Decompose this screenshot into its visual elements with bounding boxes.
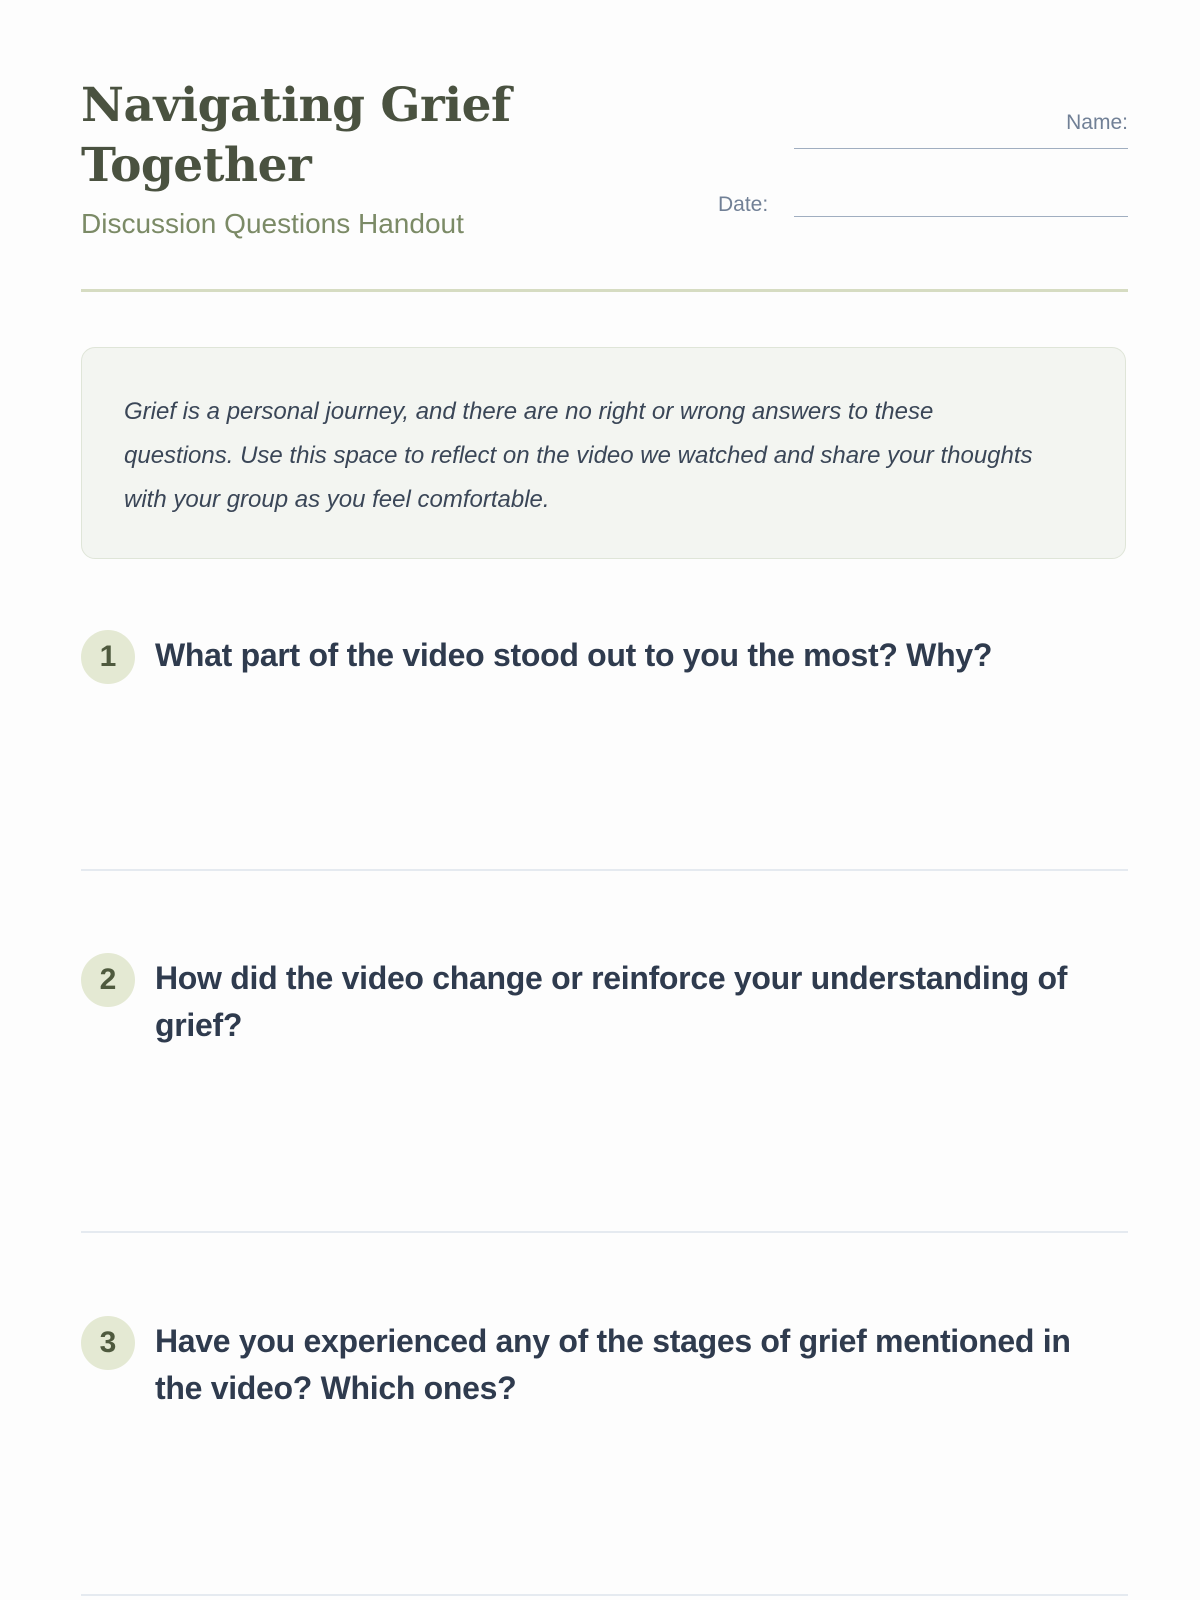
name-field[interactable] bbox=[794, 148, 1128, 149]
date-field[interactable] bbox=[794, 216, 1128, 217]
name-label: Name: bbox=[1066, 111, 1128, 134]
question-number-badge: 2 bbox=[81, 953, 135, 1007]
page-title: Navigating Grief Together bbox=[81, 78, 511, 193]
handout-page bbox=[81, 0, 1128, 1406]
page-subtitle: Discussion Questions Handout bbox=[81, 208, 464, 239]
question-text: What part of the video stood out to you the most? Why? bbox=[155, 637, 993, 673]
handout-header bbox=[81, 0, 1128, 292]
date-label: Date: bbox=[718, 193, 769, 216]
answer-area[interactable] bbox=[81, 869, 1128, 871]
intro-box bbox=[81, 347, 1126, 559]
question-text: Have you experienced any of the stages of grief mentioned in the video? Which ones? bbox=[155, 1323, 1071, 1406]
intro-text: Grief is a personal journey, and there are no right or wrong answers to these questions. Use this space to reflect on the video we watched and share your thoughts with your group as you feel comfortable. bbox=[124, 398, 1033, 513]
header-divider bbox=[81, 289, 1128, 292]
question-number-badge: 3 bbox=[81, 1316, 135, 1370]
answer-area[interactable] bbox=[81, 1594, 1128, 1596]
question-text: How did the video change or reinforce your understanding of grief? bbox=[155, 960, 1068, 1043]
answer-area[interactable] bbox=[81, 1231, 1128, 1233]
question-number-badge: 1 bbox=[81, 630, 135, 684]
